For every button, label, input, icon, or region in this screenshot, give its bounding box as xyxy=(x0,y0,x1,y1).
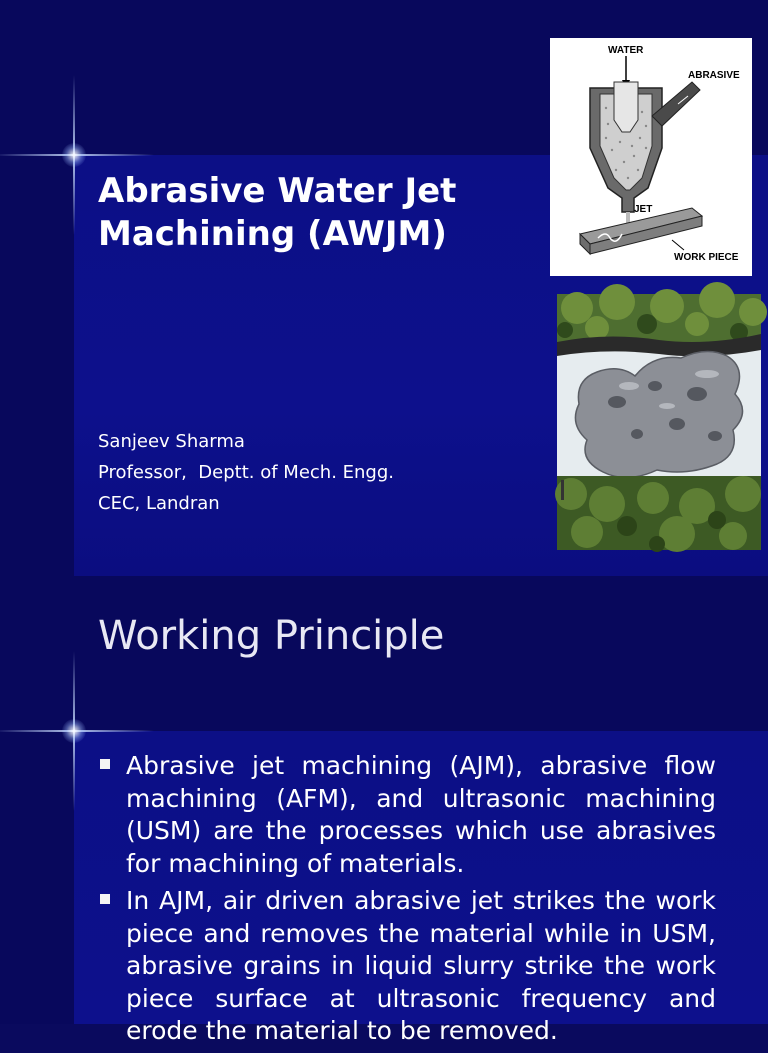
label-jet: JET xyxy=(634,204,653,215)
author-name: Sanjeev Sharma xyxy=(98,431,245,452)
bullet-list xyxy=(98,750,716,1053)
photo-svg xyxy=(557,294,761,550)
bullet-item xyxy=(98,750,716,880)
label-abrasive: ABRASIVE xyxy=(688,70,740,81)
nozzle-diagram-svg xyxy=(550,38,752,276)
slide-title: Abrasive Water Jet Machining (AWJM) xyxy=(98,171,457,254)
bullet-text: Abrasive jet machining (AJM), abrasive flow machining (AFM), and ultrasonic machining (USM) are the processes which use abrasives for machining of materials. xyxy=(126,751,716,878)
square-bullet-icon xyxy=(100,759,110,769)
square-bullet-icon xyxy=(100,894,110,904)
author-institution: CEC, Landran xyxy=(98,493,220,514)
work-piece-leader xyxy=(672,240,684,250)
label-work-piece: WORK PIECE xyxy=(674,252,739,263)
bullet-item xyxy=(98,885,716,1048)
awjm-nozzle-diagram xyxy=(550,38,752,276)
bullet-text: In AJM, air driven abrasive jet strikes the work piece and removes the material while in USM, abrasive grains in liquid slurry strike the work piece surface at ultrasonic frequency and erode the material to be removed. xyxy=(126,886,716,1045)
label-water: WATER xyxy=(608,45,644,56)
author-position: Professor, Deptt. of Mech. Engg. xyxy=(98,462,394,483)
rock-sculpture-photo xyxy=(557,294,761,550)
water-tube xyxy=(614,82,638,132)
author-block xyxy=(98,426,394,519)
slide-heading: Working Principle xyxy=(98,613,445,659)
